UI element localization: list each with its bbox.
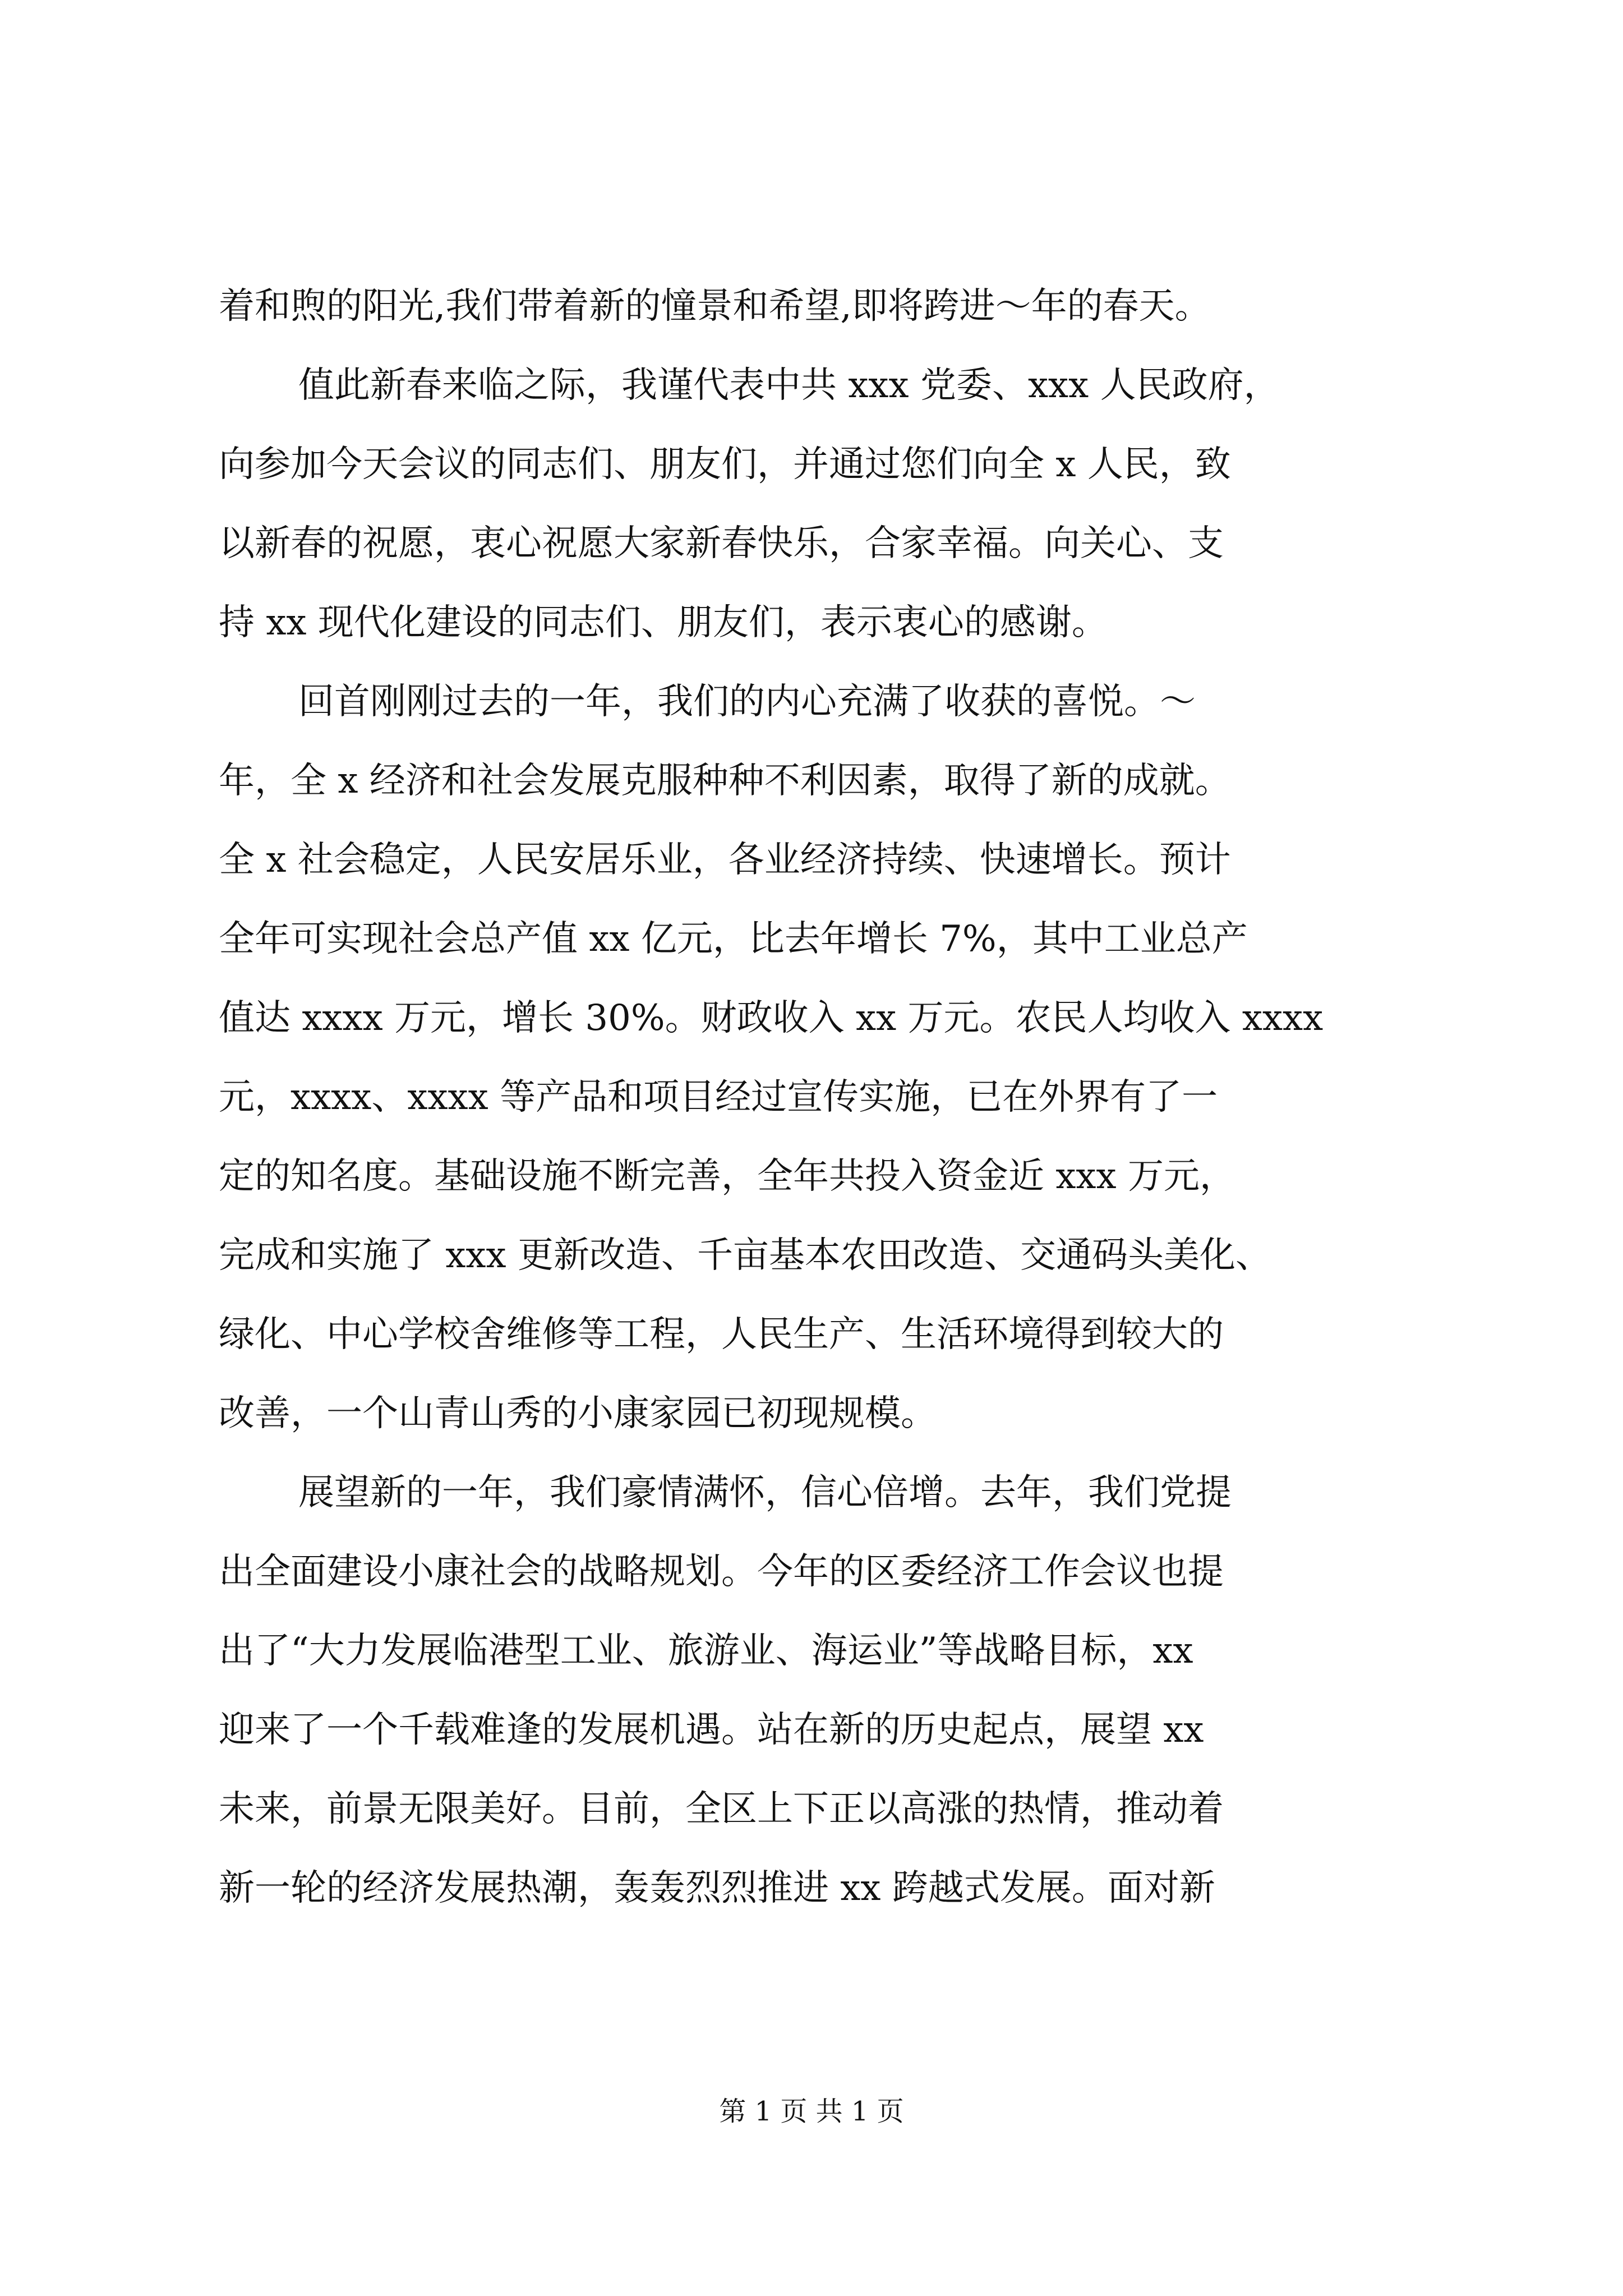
text-line: 向参加今天会议的同志们、朋友们，并通过您们向全 x 人民，致 [219, 444, 1231, 485]
text-line: 着和煦的阳光,我们带着新的憧景和希望,即将跨进～年的春天。 [219, 286, 1211, 327]
text-line: 值达 xxxx 万元，增长 30%。财政收入 xx 万元。农民人均收入 xxxx [219, 997, 1324, 1039]
text-line: 绿化、中心学校舍维修等工程，人民生产、生活环境得到较大的 [219, 1314, 1224, 1355]
text-line: 出了“大力发展临港型工业、旅游业、海运业”等战略目标，xx [219, 1630, 1193, 1672]
text-line: 出全面建设小康社会的战略规划。今年的区委经济工作会议也提 [219, 1551, 1224, 1593]
text-line: 元，xxxx、xxxx 等产品和项目经过宣传实施，已在外界有了一 [219, 1076, 1218, 1118]
paragraph-first-line: 值此新春来临之际，我谨代表中共 xxx 党委、xxx 人民政府， [298, 365, 1280, 406]
paragraph-first-line: 回首刚刚过去的一年，我们的内心充满了收获的喜悦。～ [298, 681, 1196, 723]
document-body [219, 267, 1424, 1928]
text-line: 年，全 x 经济和社会发展克服种种不利因素，取得了新的成就。 [219, 760, 1231, 802]
page-footer [0, 2093, 1623, 2129]
text-line: 定的知名度。基础设施不断完善，全年共投入资金近 xxx 万元， [219, 1156, 1235, 1197]
text-line: 改善，一个山青山秀的小康家园已初现规模。 [219, 1393, 937, 1434]
text-line: 以新春的祝愿，衷心祝愿大家新春快乐，合家幸福。向关心、支 [219, 523, 1224, 564]
page-number-label: 第 1 页 共 1 页 [719, 2096, 904, 2127]
text-line: 持 xx 现代化建设的同志们、朋友们，表示衷心的感谢。 [219, 602, 1108, 643]
paragraph-first-line: 展望新的一年，我们豪情满怀，信心倍增。去年，我们党提 [298, 1472, 1232, 1513]
text-line: 全 x 社会稳定，人民安居乐业，各业经济持续、快速增长。预计 [219, 839, 1231, 881]
text-line: 全年可实现社会总产值 xx 亿元，比去年增长 7%，其中工业总产 [219, 918, 1248, 960]
text-line: 迎来了一个千载难逢的发展机遇。站在新的历史起点，展望 xx [219, 1709, 1204, 1751]
text-line: 未来，前景无限美好。目前，全区上下正以高涨的热情，推动着 [219, 1788, 1224, 1830]
text-line: 完成和实施了 xxx 更新改造、千亩基本农田改造、交通码头美化、 [219, 1235, 1271, 1276]
text-line: 新一轮的经济发展热潮，轰轰烈烈推进 xx 跨越式发展。面对新 [219, 1867, 1215, 1909]
